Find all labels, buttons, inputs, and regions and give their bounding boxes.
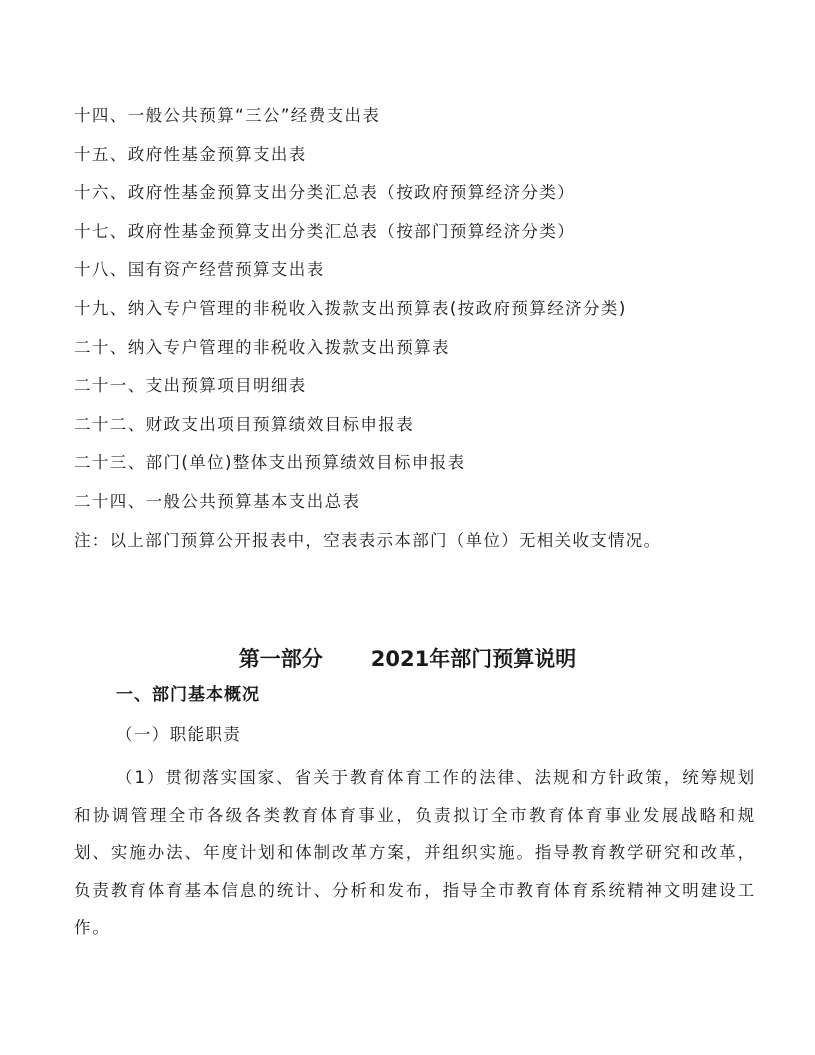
section-heading: 一、部门基本概况	[116, 685, 260, 705]
toc-item-24: 二十四、一般公共预算基本支出总表	[74, 491, 361, 511]
toc-item-19: 十九、纳入专户管理的非税收入拨款支出预算表(按政府预算经济分类)	[74, 298, 627, 318]
sub-heading: （一）职能职责	[116, 725, 242, 744]
body-paragraph: （1）贯彻落实国家、省关于教育体育工作的法律、法规和方针政策，统筹规划和协调管理全市各级各类教育体育事业，负责拟订全市教育体育事业发展战略和规划、实施办法、年度计划和体制改革方案，并组织实施。指导教育教学研究和改革，负责教育体育基本信息的统计、分析和发布，指导全市教育体育系统精神文明建设工作。	[74, 768, 756, 938]
toc-item-22: 二十二、财政支出项目预算绩效目标申报表	[74, 414, 415, 434]
part-heading: 2021年部门预算说明	[370, 647, 577, 671]
part-label: 第一部分	[238, 647, 323, 671]
toc-item-23: 二十三、部门(单位)整体支出预算绩效目标申报表	[74, 453, 466, 473]
toc-item-16: 十六、政府性基金预算支出分类汇总表（按政府预算经济分类）	[74, 183, 576, 203]
toc-item-18: 十八、国有资产经营预算支出表	[74, 260, 325, 280]
toc-item-20: 二十、纳入专户管理的非税收入拨款支出预算表	[74, 337, 450, 357]
toc-item-15: 十五、政府性基金预算支出表	[74, 144, 307, 164]
toc-note: 注：以上部门预算公开报表中，空表表示本部门（单位）无相关收支情况。	[74, 531, 662, 550]
toc-item-17: 十七、政府性基金预算支出分类汇总表（按部门预算经济分类）	[74, 221, 576, 241]
table-of-contents	[74, 103, 754, 528]
toc-item-21: 二十一、支出预算项目明细表	[74, 376, 307, 396]
part-title	[0, 645, 815, 673]
toc-item-14: 十四、一般公共预算“三公”经费支出表	[74, 106, 381, 125]
